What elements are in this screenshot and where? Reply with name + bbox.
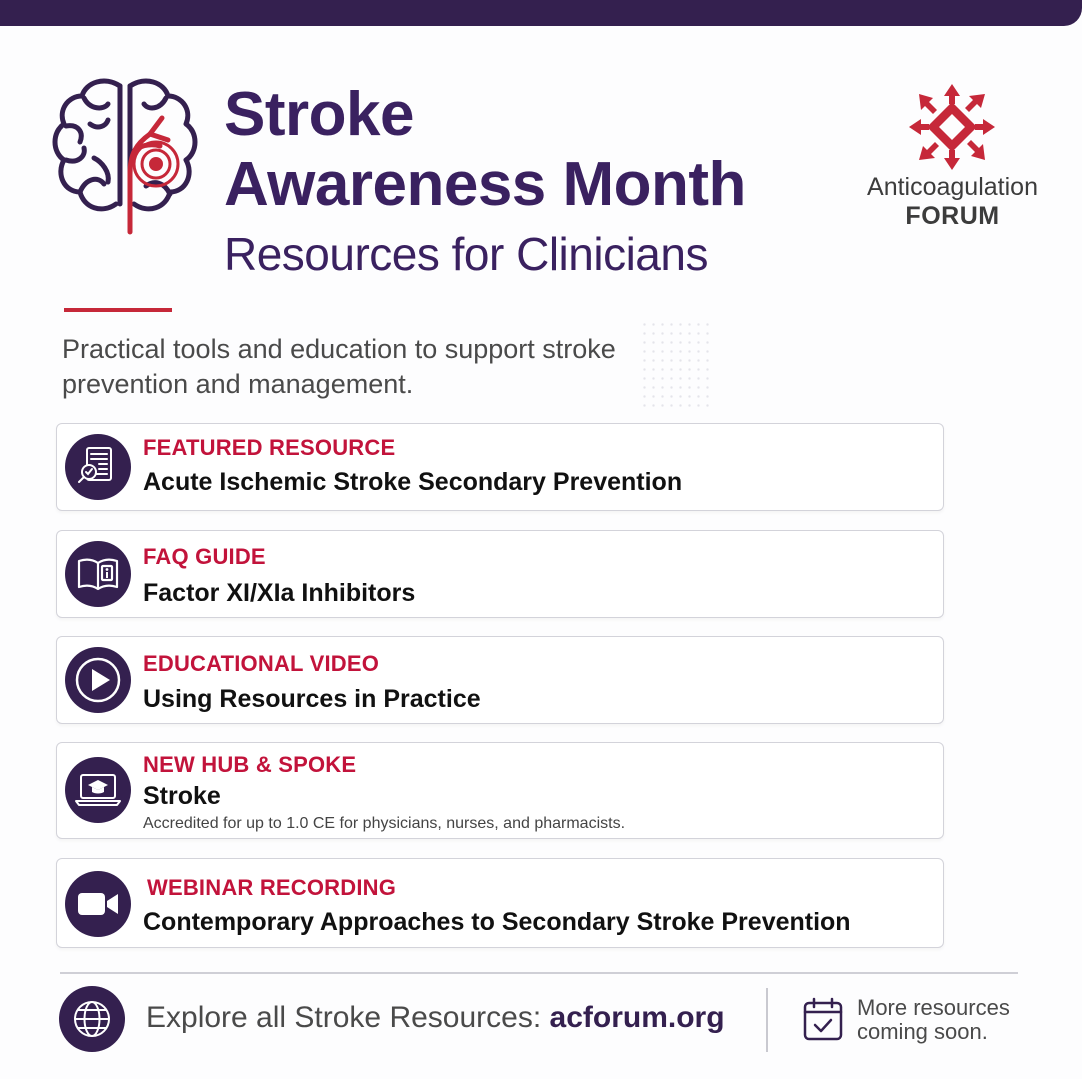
page-title-line-2: Awareness Month <box>224 150 746 219</box>
card-kicker: EDUCATIONAL VIDEO <box>143 651 380 676</box>
card-kicker: FAQ GUIDE <box>143 544 266 569</box>
card-kicker: WEBINAR RECORDING <box>147 875 397 900</box>
card-accreditation-note: Accredited for up to 1.0 CE for physicians, nurses, and pharmacists. <box>143 815 626 832</box>
coming-soon-note <box>857 996 1047 1044</box>
card-title: Factor XI/XIa Inhibitors <box>143 579 416 607</box>
explore-resources <box>146 999 725 1037</box>
play-icon <box>65 647 131 713</box>
resource-card-video[interactable] <box>56 636 944 724</box>
resource-card-featured[interactable] <box>56 423 944 511</box>
acforum-link[interactable]: acforum.org <box>549 1001 725 1034</box>
anticoagulation-forum-logo[interactable] <box>845 80 1060 230</box>
document-search-icon <box>65 434 131 500</box>
brain-target-icon <box>50 74 200 236</box>
video-camera-icon <box>65 871 131 937</box>
footer-vertical-divider <box>766 988 768 1052</box>
forum-logo-mark-icon <box>907 82 997 172</box>
card-title: Acute Ischemic Stroke Secondary Prevention <box>143 468 683 496</box>
laptop-graduation-icon <box>65 757 131 823</box>
intro-text: Practical tools and education to support stroke prevention and management. <box>62 334 616 399</box>
resource-card-webinar[interactable] <box>56 858 944 948</box>
coming-soon-line-2: coming soon. <box>857 1019 988 1044</box>
coming-soon-line-1: More resources <box>857 995 1010 1020</box>
card-title: Using Resources in Practice <box>143 685 481 713</box>
book-info-icon <box>65 541 131 607</box>
resource-card-faq[interactable] <box>56 530 944 618</box>
explore-label: Explore all Stroke Resources: <box>146 1001 550 1034</box>
card-title: Stroke <box>143 782 221 810</box>
top-banner-bar <box>0 0 1082 26</box>
card-kicker: NEW HUB & SPOKE <box>143 752 357 777</box>
calendar-check-icon <box>800 996 846 1044</box>
accent-divider <box>64 308 172 312</box>
logo-text-forum: FORUM <box>905 202 1000 230</box>
card-kicker: FEATURED RESOURCE <box>143 435 396 460</box>
resource-card-hub-spoke[interactable] <box>56 742 944 839</box>
logo-text-anticoagulation: Anticoagulation <box>867 173 1038 201</box>
globe-icon <box>59 986 125 1052</box>
page-title-line-1: Stroke <box>224 80 414 149</box>
footer-divider-line <box>60 972 1018 974</box>
decorative-dot-pattern <box>640 320 710 410</box>
card-title: Contemporary Approaches to Secondary Stroke Prevention <box>143 908 851 936</box>
page-subtitle: Resources for Clinicians <box>224 228 708 280</box>
